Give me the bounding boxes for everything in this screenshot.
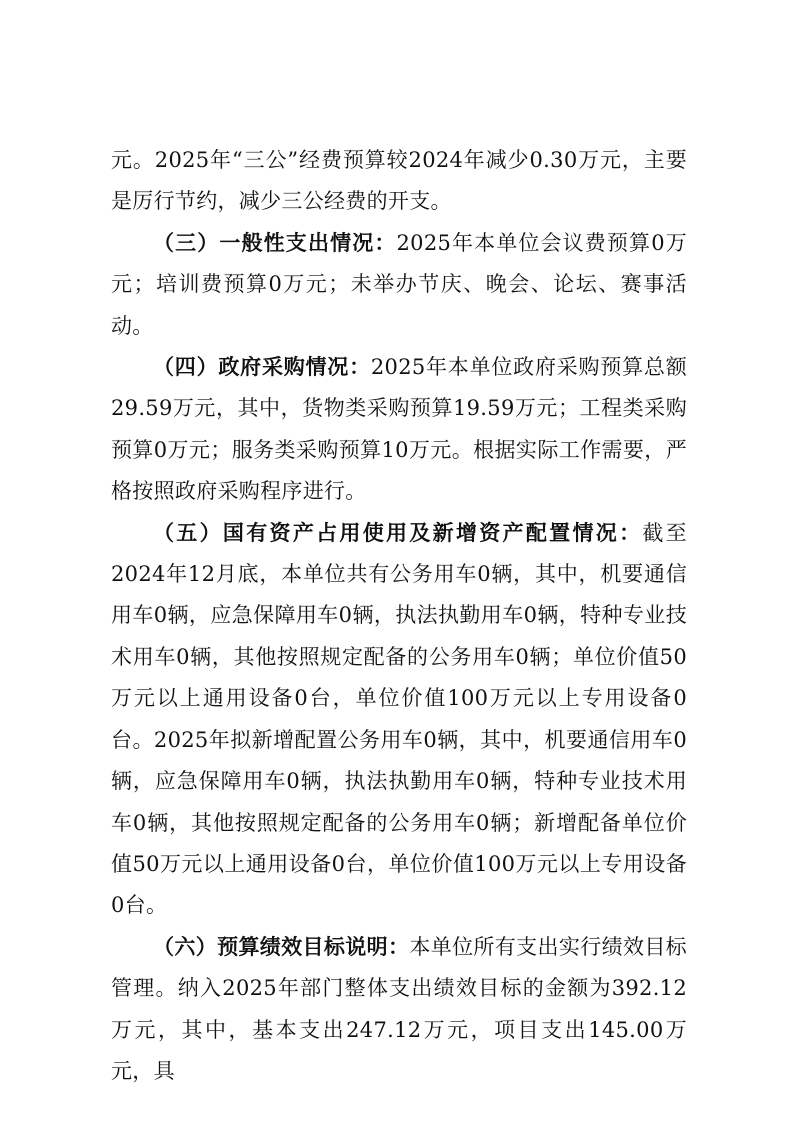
paragraph-state-assets (111, 513, 687, 927)
section-heading: （三）一般性支出情况： (153, 230, 397, 255)
section-heading: （四）政府采购情况： (153, 355, 371, 380)
paragraph-continuation (111, 140, 687, 223)
paragraph-body: 2025年本单位政府采购预算总额29.59万元，其中，货物类采购预算19.59万元；工程类采购预算0万元；服务类采购预算10万元。根据实际工作需要，严格按照政府采购程序进行。 (111, 355, 687, 504)
paragraph-body: 2025年本单位会议费预算0万元；培训费预算0万元；未举办节庆、晚会、论坛、赛事活动。 (111, 230, 687, 338)
section-heading: （六）预算绩效目标说明： (153, 934, 410, 959)
document-body (111, 140, 687, 1092)
paragraph-performance-targets (111, 927, 687, 1093)
section-heading: （五）国有资产占用使用及新增资产配置情况： (153, 520, 643, 545)
paragraph-government-procurement (111, 347, 687, 513)
paragraph-general-expenditure (111, 223, 687, 347)
paragraph-body: 本单位所有支出实行绩效目标管理。纳入2025年部门整体支出绩效目标的金额为392.12万元，其中，基本支出247.12万元，项目支出145.00万元，具 (111, 934, 687, 1083)
paragraph-body: 元。2025年“三公”经费预算较2024年减少0.30万元，主要是厉行节约，减少三公经费的开支。 (111, 148, 687, 214)
paragraph-body: 截至2024年12月底，本单位共有公务用车0辆，其中，机要通信用车0辆，应急保障用车0辆，执法执勤用车0辆，特种专业技术用车0辆，其他按照规定配备的公务用车0辆；单位价值50万元以上通用设备0台，单位价值100万元以上专用设备0台。2025年拟新增配置公务用车0辆，其中，机要通信用车0辆，应急保障用车0辆，执法执勤用车0辆，特种专业技术用车0辆，其他按照规定配备的公务用车0辆；新增配备单位价值50万元以上通用设备0台，单位价值100万元以上专用设备0台。 (111, 520, 687, 918)
